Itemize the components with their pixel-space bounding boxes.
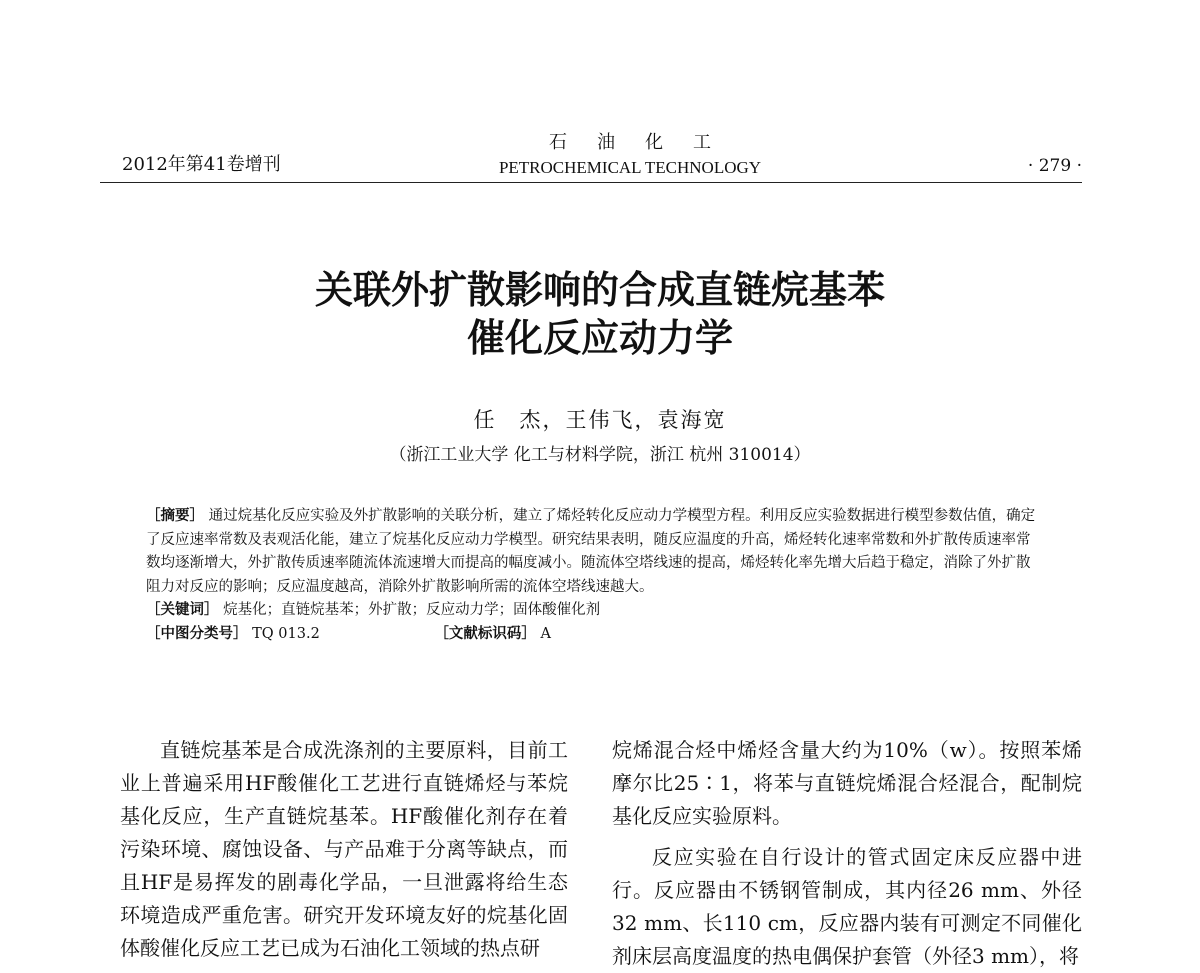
title-line-2: 催化反应动力学 — [466, 316, 733, 360]
body-column-left — [120, 734, 568, 965]
header-divider — [100, 182, 1082, 183]
abstract-label: ［摘要］ — [146, 508, 204, 524]
keywords — [146, 599, 1036, 623]
doc-code-label: ［文献标识码］ — [434, 625, 536, 642]
journal-name — [420, 128, 840, 178]
title-line-1: 关联外扩散影响的合成直链烷基苯 — [314, 268, 885, 312]
page-number: · 279 · — [1027, 156, 1082, 176]
affiliation: （浙江工业大学 化工与材料学院，浙江 杭州 310014） — [389, 445, 811, 465]
body-column-right — [612, 734, 1082, 973]
body-paragraph: 直链烷基苯是合成洗涤剂的主要原料，目前工业上普遍采用HF酸催化工艺进行直链烯烃与苯烷基化反应，生产直链烷基苯。HF酸催化剂存在着污染环境、腐蚀设备、与产品难于分离等缺点，而且HF是易挥发的剧毒化学品，一旦泄露将给生态环境造成严重危害。研究开发环境友好的烷基化固体酸催化反应工艺已成为石油化工领域的热点研 — [120, 738, 568, 960]
keywords-label: ［关键词］ — [146, 602, 219, 618]
journal-name-en: PETROCHEMICAL TECHNOLOGY — [498, 158, 762, 177]
classification — [146, 623, 1036, 647]
doc-code-value: A — [540, 625, 551, 642]
keywords-text: 烷基化；直链烷基苯；外扩散；反应动力学；固体酸催化剂 — [223, 602, 601, 618]
abstract — [146, 505, 1036, 599]
abstract-text: 通过烷基化反应实验及外扩散影响的关联分析，建立了烯烃转化反应动力学模型方程。利用反应实验数据进行模型参数估值，确定了反应速率常数及表观活化能，建立了烷基化反应动力学模型。研究结果表明，随反应温度的升高，烯烃转化速率常数和外扩散传质速率常数均逐渐增大，外扩散传质速率随流体流速增大而提高的幅度减小。随流体空塔线速的提高，烯烃转化率先增大后趋于稳定，消除了外扩散阻力对反应的影响；反应温度越高，消除外扩散影响所需的流体空塔线速越大。 — [146, 508, 1036, 595]
journal-name-cn: 石油化工 — [549, 132, 741, 153]
clc-label: ［中图分类号］ — [146, 625, 248, 642]
body-paragraph: 反应实验在自行设计的管式固定床反应器中进行。反应器由不锈钢管制成，其内径26 mm、外径32 mm、长110 cm，反应器内装有可测定不同催化剂床层高度温度的热电偶保护套管（外径3 mm），将 — [612, 845, 1082, 968]
abstract-block — [146, 505, 1036, 646]
clc-value: TQ 013.2 — [252, 625, 320, 642]
authors: 任 杰，王伟飞，袁海宽 — [473, 408, 727, 432]
paper-title — [150, 266, 1050, 362]
journal-issue: 2012年第41卷增刊 — [122, 154, 281, 175]
body-paragraph: 烷烯混合烃中烯烃含量大约为10%（w）。按照苯烯摩尔比25∶1，将苯与直链烷烯混合烃混合，配制烷基化反应实验原料。 — [612, 738, 1082, 828]
